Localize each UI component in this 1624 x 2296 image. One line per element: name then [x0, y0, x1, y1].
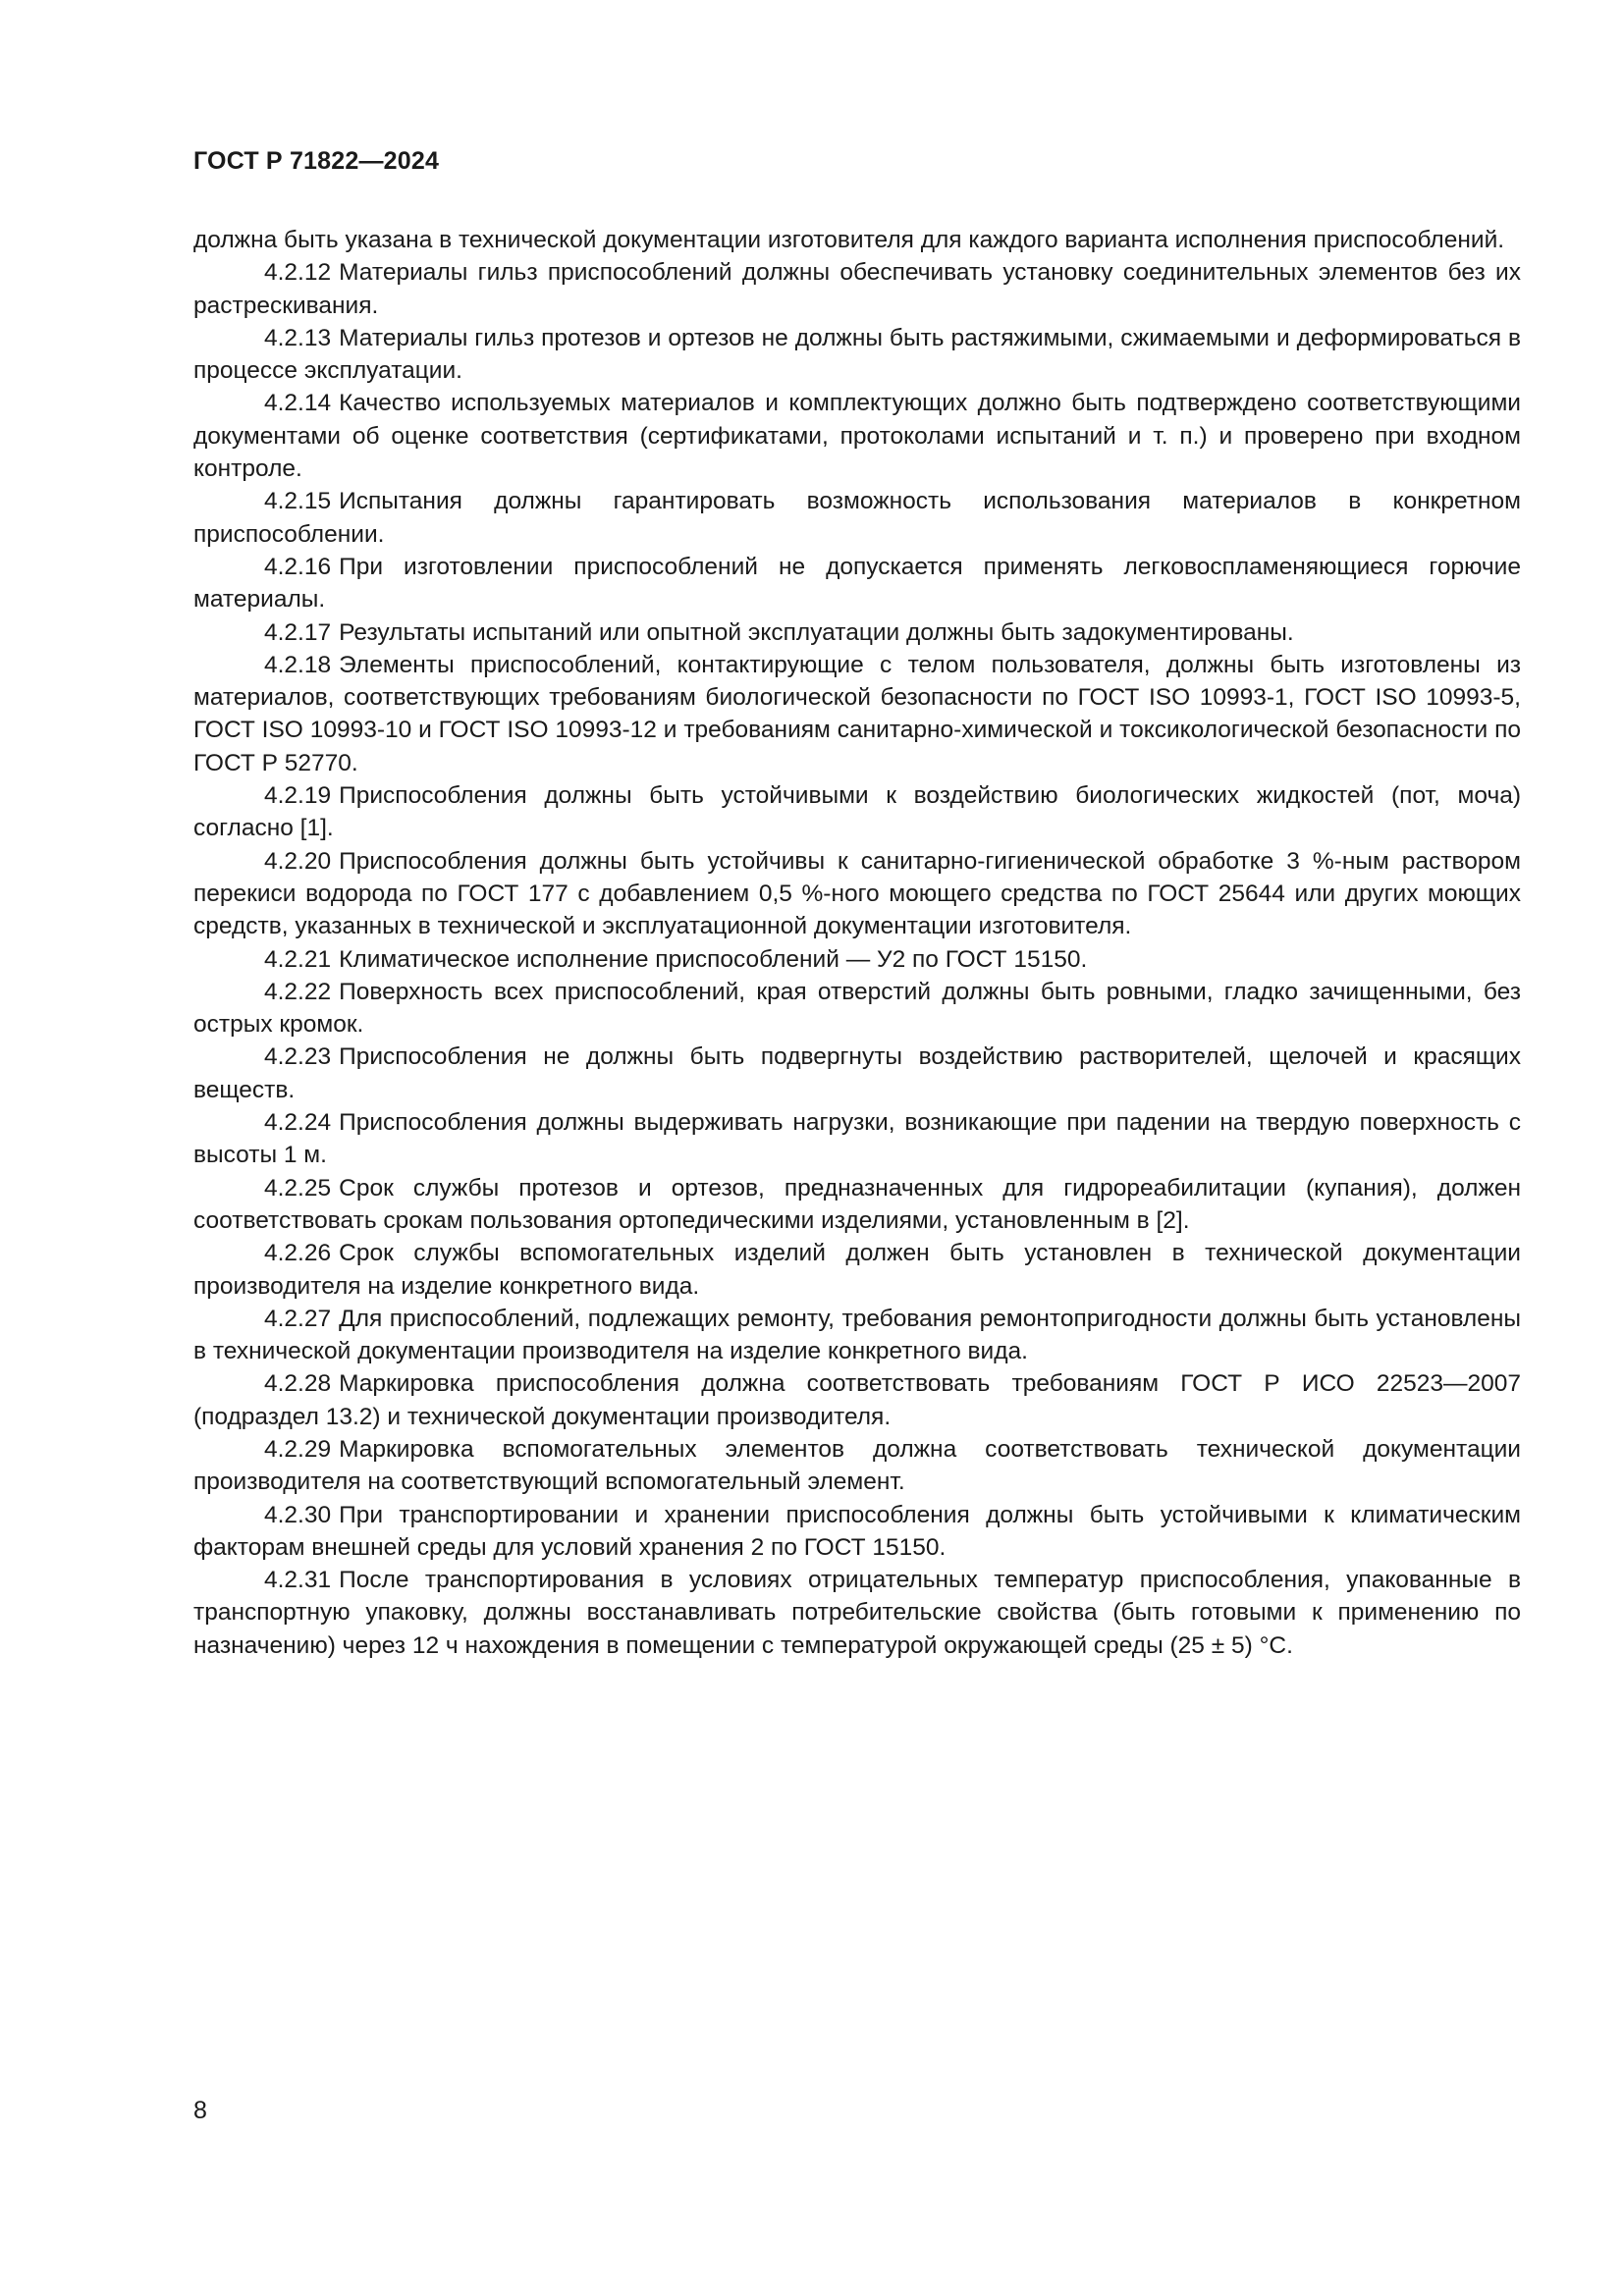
paragraph-text: Маркировка приспособления должна соответствовать требованиям ГОСТ Р ИСО 22523—2007 (подраздел 13.2) и технической документации производителя.	[193, 1370, 1521, 1430]
paragraph-text: Маркировка вспомогательных элементов должна соответствовать технической документации производителя на соответствующий вспомогательный элемент.	[193, 1435, 1521, 1496]
paragraph-text: Качество используемых материалов и комплектующих должно быть подтверждено соответствующими документами об оценке соответствия (сертификатами, протоколами испытаний и т. п.) и проверено при входном контроле.	[193, 390, 1521, 483]
clause-number: 4.2.25	[264, 1174, 332, 1201]
paragraph-4-2-29	[193, 1433, 1521, 1499]
paragraph-text: Для приспособлений, подлежащих ремонту, требования ремонтопригодности должны быть установлены в технической документации производителя на изделие конкретного вида.	[193, 1305, 1521, 1365]
clause-number: 4.2.13	[264, 324, 332, 351]
paragraph-4-2-22	[193, 976, 1521, 1041]
clause-number: 4.2.18	[264, 651, 332, 678]
clause-number: 4.2.30	[264, 1501, 332, 1528]
paragraph-text: Приспособления не должны быть подвергнуты воздействию растворителей, щелочей и красящих веществ.	[193, 1043, 1521, 1103]
paragraph-4-2-15	[193, 485, 1521, 551]
clause-number: 4.2.21	[264, 945, 332, 973]
paragraph-4-2-21	[193, 943, 1521, 976]
paragraph-4-2-25	[193, 1172, 1521, 1238]
paragraph-4-2-30	[193, 1499, 1521, 1565]
paragraph-text: Срок службы вспомогательных изделий должен быть установлен в технической документации производителя на изделие конкретного вида.	[193, 1240, 1521, 1300]
paragraph-4-2-17	[193, 616, 1521, 649]
paragraph-4-2-31	[193, 1564, 1521, 1662]
paragraph-text: Элементы приспособлений, контактирующие с телом пользователя, должны быть изготовлены из материалов, соответствующих требованиям биологической безопасности по ГОСТ ISO 10993-1, ГОСТ ISO 10993-5, ГОСТ ISO 10993-10 и ГОСТ ISO 10993-12 и требованиям санитарно-химической и токсикологической безопасности по ГОСТ Р 52770.	[193, 651, 1521, 776]
paragraph-text: Результаты испытаний или опытной эксплуатации должны быть задокументированы.	[339, 618, 1294, 646]
clause-number: 4.2.17	[264, 618, 332, 646]
paragraph-text: При изготовлении приспособлений не допускается применять легковоспламеняющиеся горючие материалы.	[193, 553, 1521, 614]
clause-number: 4.2.28	[264, 1370, 332, 1398]
paragraph-continuation	[193, 224, 1521, 256]
paragraph-4-2-14	[193, 387, 1521, 485]
paragraph-4-2-19	[193, 779, 1521, 845]
paragraph-text: При транспортировании и хранении приспособления должны быть устойчивыми к климатическим факторам внешней среды для условий хранения 2 по ГОСТ 15150.	[193, 1501, 1521, 1561]
document-body	[193, 224, 1521, 1662]
paragraph-text: Приспособления должны быть устойчивыми к воздействию биологических жидкостей (пот, моча) согласно [1].	[193, 782, 1521, 842]
paragraph-text: Материалы гильз протезов и ортезов не должны быть растяжимыми, сжимаемыми и деформироваться в процессе эксплуатации.	[193, 324, 1521, 385]
clause-number: 4.2.15	[264, 488, 332, 515]
clause-number: 4.2.19	[264, 782, 332, 810]
clause-number: 4.2.23	[264, 1043, 332, 1071]
paragraph-text: Приспособления должны быть устойчивы к санитарно-гигиенической обработке 3 %-ным раствором перекиси водорода по ГОСТ 177 с добавлением 0,5 %-ного моющего средства по ГОСТ 25644 или других моющих средств, указанных в технической и эксплуатационной документации изготовителя.	[193, 847, 1521, 940]
clause-number: 4.2.26	[264, 1240, 332, 1267]
paragraph-text: После транспортирования в условиях отрицательных температур приспособления, упакованные в транспортную упаковку, должны восстанавливать потребительские свойства (быть готовыми к применению по назначению) через 12 ч нахождения в помещении с температурой окружающей среды (25 ± 5) °С.	[193, 1567, 1521, 1659]
paragraph-text: Материалы гильз приспособлений должны обеспечивать установку соединительных элементов без их растрескивания.	[193, 259, 1521, 319]
paragraph-text: Испытания должны гарантировать возможность использования материалов в конкретном приспособлении.	[193, 488, 1521, 548]
clause-number: 4.2.29	[264, 1435, 332, 1463]
paragraph-text: Срок службы протезов и ортезов, предназначенных для гидрореабилитации (купания), должен соответствовать срокам пользования ортопедическими изделиями, установленным в [2].	[193, 1174, 1521, 1234]
clause-number: 4.2.16	[264, 553, 332, 580]
paragraph-4-2-12	[193, 256, 1521, 322]
paragraph-text: Приспособления должны выдерживать нагрузки, возникающие при падении на твердую поверхность с высоты 1 м.	[193, 1109, 1521, 1169]
clause-number: 4.2.20	[264, 847, 332, 875]
paragraph-4-2-20	[193, 845, 1521, 943]
clause-number: 4.2.31	[264, 1567, 332, 1594]
paragraph-4-2-16	[193, 551, 1521, 616]
paragraph-4-2-24	[193, 1106, 1521, 1172]
paragraph-4-2-28	[193, 1367, 1521, 1433]
clause-number: 4.2.27	[264, 1305, 332, 1332]
page-number: 8	[193, 2097, 207, 2124]
clause-number: 4.2.12	[264, 259, 332, 287]
paragraph-text: Поверхность всех приспособлений, края отверстий должны быть ровными, гладко зачищенными, без острых кромок.	[193, 978, 1521, 1039]
document-header: ГОСТ Р 71822—2024	[193, 147, 440, 175]
paragraph-4-2-18	[193, 649, 1521, 779]
paragraph-text: Климатическое исполнение приспособлений — У2 по ГОСТ 15150.	[339, 945, 1088, 973]
paragraph-4-2-13	[193, 322, 1521, 388]
clause-number: 4.2.24	[264, 1109, 332, 1137]
clause-number: 4.2.14	[264, 390, 332, 417]
paragraph-4-2-26	[193, 1237, 1521, 1303]
paragraph-4-2-27	[193, 1303, 1521, 1368]
paragraph-4-2-23	[193, 1041, 1521, 1106]
paragraph-text: должна быть указана в технической документации изготовителя для каждого варианта исполнения приспособлений.	[193, 227, 1505, 253]
clause-number: 4.2.22	[264, 978, 332, 1005]
